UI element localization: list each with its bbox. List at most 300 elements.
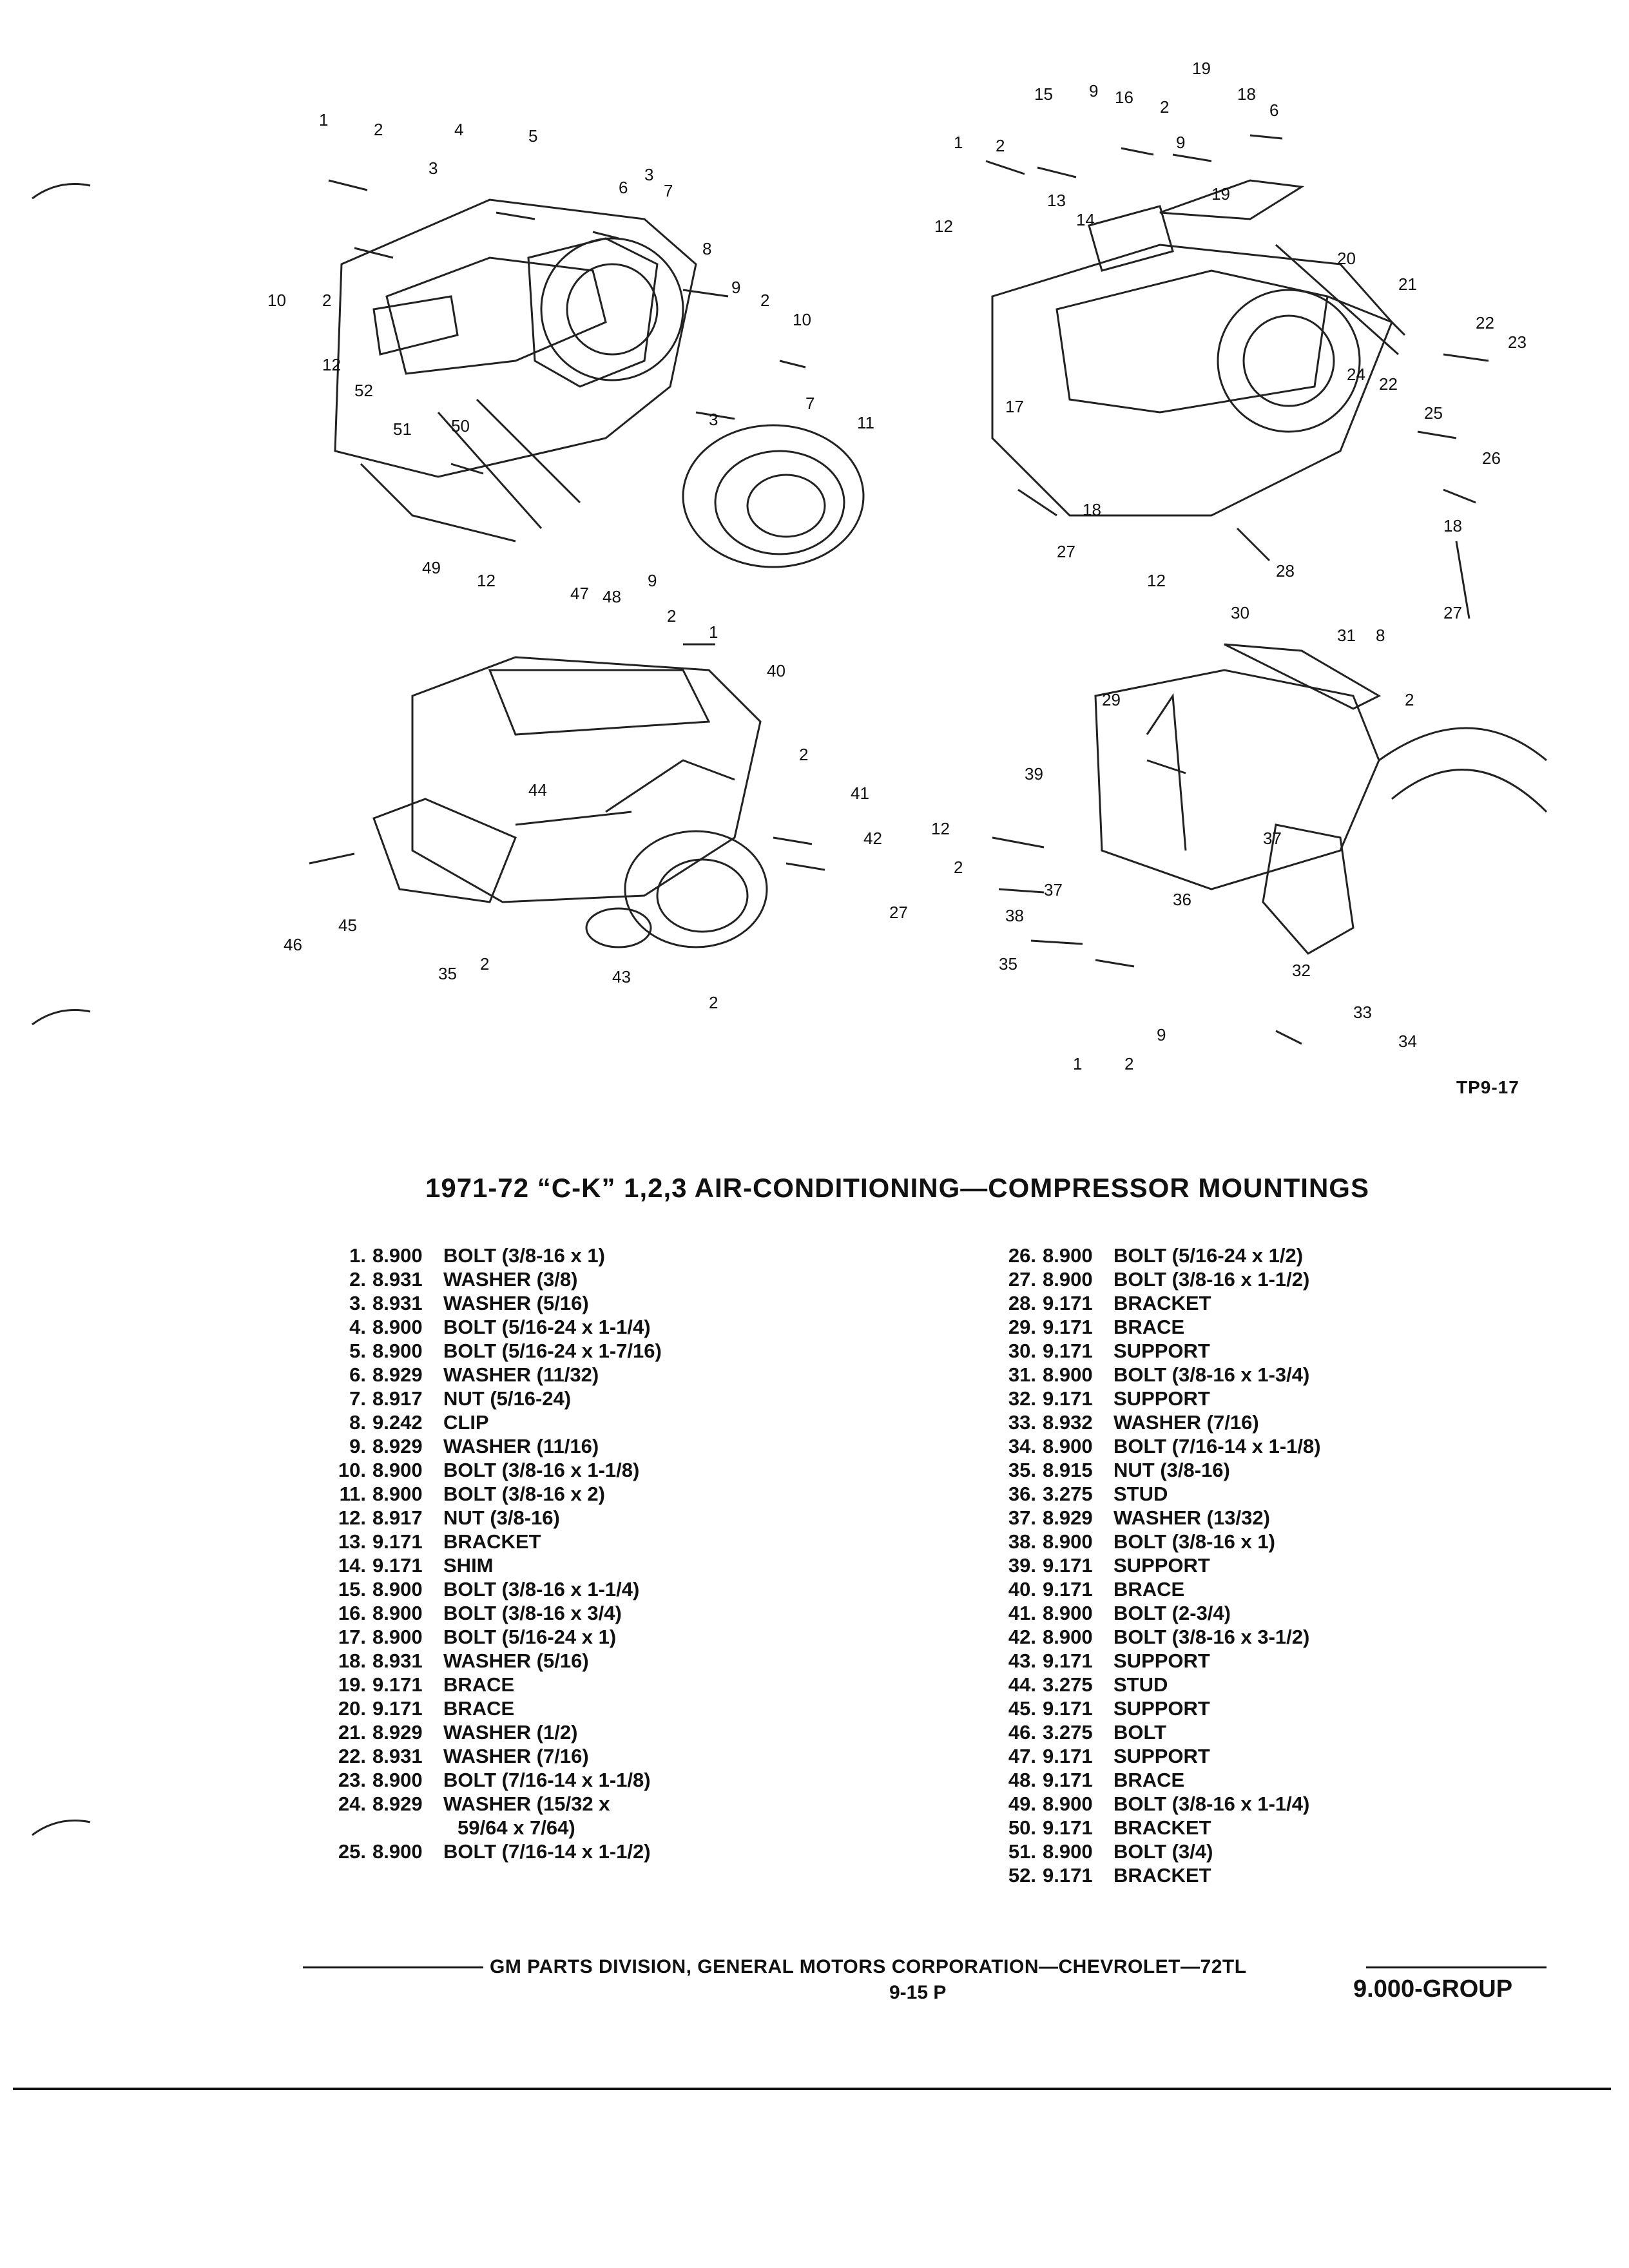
callout-label: 52 [354,381,373,400]
part-number: 4. [349,1316,366,1338]
footer-rule [1366,1966,1547,1968]
margin-mark [26,173,97,211]
part-group-code: 9.171 [372,1554,423,1577]
bottom-rule [13,2088,1611,2090]
part-number: 34. [1008,1435,1036,1457]
part-group-code: 3.275 [1043,1483,1093,1505]
callout-label: 10 [267,291,286,310]
callout-label: 5 [528,126,538,146]
part-description: WASHER (7/16) [1113,1411,1259,1434]
part-group-code: 8.900 [372,1578,423,1600]
part-number: 27. [1008,1268,1036,1291]
part-number: 11. [339,1483,366,1505]
part-number: 10. [338,1459,366,1481]
callout-label: 36 [1173,890,1191,909]
part-row [986,1315,1352,1339]
part-number: 8. [349,1411,366,1434]
callout-label: 29 [1102,690,1121,709]
part-description: WASHER (11/16) [443,1435,599,1457]
part-description: WASHER (3/8) [443,1268,578,1291]
part-description: WASHER (13/32) [1113,1506,1270,1529]
callout-label: 1 [709,622,718,642]
part-number: 51. [1008,1840,1036,1863]
part-row [316,1339,682,1363]
bottom-right-callouts [889,603,1417,1073]
part-row [316,1458,682,1482]
part-number: 15. [338,1578,366,1600]
part-description: WASHER (11/32) [443,1363,599,1386]
part-description: BRACE [1113,1316,1185,1338]
part-row [986,1720,1352,1744]
top-right-callouts [934,59,1527,645]
callout-label: 16 [1115,88,1133,107]
callout-label: 40 [767,661,786,680]
part-description: BOLT (5/16-24 x 1) [443,1626,617,1648]
part-description: WASHER (1/2) [443,1721,578,1744]
part-row [986,1267,1352,1291]
part-description: BOLT (3/8-16 x 1) [443,1244,605,1267]
callout-label: 23 [1508,332,1527,352]
part-number: 46. [1008,1721,1036,1744]
part-description: SUPPORT [1113,1387,1210,1410]
figure-code: TP9-17 [1456,1077,1519,1097]
part-group-code: 8.900 [372,1244,423,1267]
part-group-code: 9.171 [1043,1649,1093,1672]
part-number: 20. [338,1697,366,1720]
part-row [986,1673,1352,1696]
part-row [316,1649,682,1673]
part-group-code: 3.275 [1043,1673,1093,1696]
callout-label: 4 [454,120,464,139]
part-number: 52. [1008,1864,1036,1887]
callout-label: 3 [429,159,438,178]
callout-label: 21 [1398,274,1417,294]
part-description: BOLT (5/16-24 x 1-7/16) [443,1340,662,1362]
compressor-mounting-illustration [245,52,1559,1095]
part-description: BOLT (2-3/4) [1113,1602,1231,1624]
callout-label: 12 [934,216,953,236]
part-group-code: 3.275 [1043,1721,1093,1744]
part-row [986,1387,1352,1410]
callout-label: 2 [1405,690,1414,709]
part-description: BRACE [443,1673,515,1696]
part-description: BOLT [1113,1721,1167,1744]
part-row [986,1458,1352,1482]
part-description: BRACE [1113,1578,1185,1600]
callout-label: 38 [1005,906,1024,925]
callout-label: 12 [322,355,341,374]
callout-label: 24 [1347,365,1365,384]
callout-label: 18 [1083,500,1101,519]
part-number: 21. [338,1721,366,1744]
part-description: BOLT (7/16-14 x 1-1/2) [443,1840,651,1863]
margin-mark [26,1809,97,1848]
part-description: CLIP [443,1411,489,1434]
part-description: BOLT (3/8-16 x 2) [443,1483,605,1505]
part-description: BOLT (5/16-24 x 1/2) [1113,1244,1304,1267]
callout-label: 31 [1337,626,1356,645]
callout-label: 6 [619,178,628,197]
part-description: WASHER (7/16) [443,1745,589,1767]
part-group-code: 8.900 [1043,1792,1093,1815]
part-number: 44. [1008,1673,1036,1696]
callout-label: 17 [1005,397,1024,416]
top-left-view [329,180,863,567]
part-number: 1. [349,1244,366,1267]
part-row [316,1768,682,1792]
part-row [986,1863,1352,1887]
part-group-code: 8.931 [372,1745,423,1767]
part-description: STUD [1113,1673,1168,1696]
callout-label: 37 [1044,880,1063,899]
bottom-left-view [309,644,825,947]
callout-label: 27 [889,903,908,922]
part-description-continuation: 59/64 x 7/64) [458,1816,575,1839]
callout-label: 46 [284,935,302,954]
callout-label: 2 [1160,97,1170,117]
part-group-code: 9.171 [1043,1340,1093,1362]
part-number: 22. [338,1745,366,1767]
part-number: 24. [338,1792,366,1815]
callout-label: 9 [1157,1025,1166,1044]
callout-label: 9 [731,278,741,297]
part-group-code: 8.929 [372,1363,423,1386]
bottom-left-callouts [284,571,882,1012]
callout-label: 42 [863,829,882,848]
part-row [986,1530,1352,1553]
part-description: NUT (3/8-16) [1113,1459,1230,1481]
callout-label: 48 [602,587,621,606]
part-row [316,1315,682,1339]
part-group-code: 9.171 [1043,1554,1093,1577]
footer-publisher: GM PARTS DIVISION, GENERAL MOTORS CORPORATION—CHEVROLET—72TL [490,1956,1247,1977]
part-description: SUPPORT [1113,1340,1210,1362]
part-group-code: 9.171 [372,1673,423,1696]
callout-label: 45 [338,916,357,935]
part-row [316,1601,682,1625]
callout-label: 49 [422,558,441,577]
part-row [986,1601,1352,1625]
part-group-code: 8.917 [372,1387,423,1410]
part-description: NUT (5/16-24) [443,1387,572,1410]
callout-label: 43 [612,967,631,986]
callout-label: 7 [664,181,673,200]
part-number: 14. [338,1554,366,1577]
part-row [986,1363,1352,1387]
part-group-code: 8.900 [372,1769,423,1791]
parts-list-right [986,1244,1352,1887]
part-row [986,1625,1352,1649]
part-row [316,1553,682,1577]
part-group-code: 9.171 [1043,1578,1093,1600]
part-row [316,1744,682,1768]
parts-list-left [316,1244,682,1863]
part-number: 12. [338,1506,366,1529]
callout-label: 19 [1192,59,1211,78]
part-group-code: 8.900 [372,1340,423,1362]
callout-label: 50 [451,416,470,436]
callout-label: 51 [393,419,412,439]
callout-label: 41 [851,783,869,803]
callout-label: 30 [1231,603,1249,622]
part-row [986,1339,1352,1363]
callout-label: 12 [931,819,950,838]
part-row [986,1768,1352,1792]
part-row [316,1482,682,1506]
part-number: 40. [1008,1578,1036,1600]
callout-label: 9 [1176,133,1186,152]
part-row [316,1387,682,1410]
callout-label: 20 [1337,249,1356,268]
callout-label: 32 [1292,961,1311,980]
part-group-code: 8.900 [1043,1244,1093,1267]
part-description: SUPPORT [1113,1745,1210,1767]
part-number: 36. [1008,1483,1036,1505]
part-group-code: 9.171 [1043,1697,1093,1720]
callout-label: 2 [480,954,490,974]
part-description: BOLT (3/8-16 x 3-1/2) [1113,1626,1310,1648]
footer-rule [303,1966,483,1968]
callout-label: 44 [528,780,547,800]
callout-label: 1 [319,110,329,130]
part-group-code: 8.900 [372,1459,423,1481]
callout-label: 12 [1147,571,1166,590]
part-number: 47. [1008,1745,1036,1767]
callout-label: 8 [1376,626,1385,645]
part-group-code: 8.929 [372,1435,423,1457]
callout-label: 27 [1057,542,1075,561]
part-row [316,1625,682,1649]
part-description: BRACKET [1113,1816,1211,1839]
part-description: STUD [1113,1483,1168,1505]
callout-label: 2 [760,291,770,310]
callout-label: 2 [667,606,677,626]
callout-label: 2 [322,291,332,310]
part-row [316,1530,682,1553]
part-row [316,1363,682,1387]
part-number: 32. [1008,1387,1036,1410]
callout-label: 2 [709,993,718,1012]
part-group-code: 8.915 [1043,1459,1093,1481]
part-group-code: 9.171 [1043,1387,1093,1410]
callout-label: 2 [374,120,383,139]
part-number: 23. [338,1769,366,1791]
callout-label: 14 [1076,210,1095,229]
part-group-code: 9.171 [1043,1745,1093,1767]
page-number: 9-15 P [889,1982,947,2003]
part-description: BRACE [443,1697,515,1720]
part-number: 29. [1008,1316,1036,1338]
part-group-code: 9.171 [1043,1769,1093,1791]
part-description: WASHER (5/16) [443,1292,589,1314]
part-group-code: 8.900 [372,1602,423,1624]
part-row [986,1553,1352,1577]
callout-label: 2 [954,858,963,877]
callout-label: 2 [1124,1054,1134,1073]
part-row [316,1291,682,1315]
part-group-code: 8.900 [372,1840,423,1863]
callout-label: 3 [709,410,718,429]
part-row [986,1506,1352,1530]
part-description: BOLT (3/8-16 x 1-1/8) [443,1459,640,1481]
part-number: 37. [1008,1506,1036,1529]
callout-label: 35 [438,964,457,983]
callout-label: 39 [1025,764,1043,783]
top-left-callouts [267,110,874,590]
part-number: 41. [1008,1602,1036,1624]
part-description: BOLT (3/8-16 x 1-1/4) [443,1578,640,1600]
part-row [986,1577,1352,1601]
part-group-code: 8.929 [1043,1506,1093,1529]
part-row [986,1792,1352,1816]
part-row [986,1696,1352,1720]
callout-label: 25 [1424,403,1443,423]
part-description: BOLT (7/16-14 x 1-1/8) [1113,1435,1321,1457]
callout-label: 27 [1443,603,1462,622]
part-number: 16. [338,1602,366,1624]
part-group-code: 8.931 [372,1268,423,1291]
part-number: 3. [349,1292,366,1314]
part-group-code: 9.171 [1043,1864,1093,1887]
part-description: BOLT (3/8-16 x 3/4) [443,1602,622,1624]
part-row [316,1792,682,1816]
part-number: 38. [1008,1530,1036,1553]
part-number: 31. [1008,1363,1036,1386]
callout-label: 9 [1089,81,1099,101]
part-row [986,1410,1352,1434]
part-row [986,1482,1352,1506]
part-row [986,1744,1352,1768]
part-group-code: 8.932 [1043,1411,1093,1434]
part-row [316,1506,682,1530]
part-group-code: 8.900 [1043,1363,1093,1386]
part-number: 30. [1008,1340,1036,1362]
callout-label: 15 [1034,84,1053,104]
part-description: BOLT (3/4) [1113,1840,1213,1863]
part-number: 49. [1008,1792,1036,1815]
callout-label: 26 [1482,448,1501,468]
part-number: 26. [1008,1244,1036,1267]
callout-label: 35 [999,954,1017,974]
callout-label: 18 [1237,84,1256,104]
part-group-code: 8.929 [372,1792,423,1815]
part-number: 19. [338,1673,366,1696]
callout-label: 33 [1353,1003,1372,1022]
part-row [316,1410,682,1434]
part-group-code: 8.900 [1043,1435,1093,1457]
part-row [316,1434,682,1458]
part-number: 2. [349,1268,366,1291]
part-group-code: 8.900 [1043,1530,1093,1553]
callout-label: 12 [477,571,496,590]
part-row [316,1244,682,1267]
part-group-code: 8.931 [372,1292,423,1314]
callout-label: 13 [1047,191,1066,210]
callout-label: 22 [1379,374,1398,394]
part-row [316,1673,682,1696]
callout-label: 28 [1276,561,1295,581]
part-number: 50. [1008,1816,1036,1839]
part-number: 48. [1008,1769,1036,1791]
part-description: BRACKET [1113,1292,1211,1314]
part-row [986,1244,1352,1267]
part-row [316,1720,682,1744]
callout-label: 7 [805,394,815,413]
part-group-code: 9.242 [372,1411,423,1434]
callout-label: 2 [799,745,809,764]
part-group-code: 8.917 [372,1506,423,1529]
part-number: 7. [349,1387,366,1410]
part-row [986,1291,1352,1315]
page-title: 1971-72 “C-K” 1,2,3 AIR-CONDITIONING—COMPRESSOR MOUNTINGS [425,1173,1369,1203]
part-group-code: 9.171 [1043,1316,1093,1338]
part-row [316,1577,682,1601]
part-number: 45. [1008,1697,1036,1720]
part-description: BRACKET [1113,1864,1211,1887]
group-label: 9.000-GROUP [1353,1975,1513,2003]
part-number: 25. [338,1840,366,1863]
part-group-code: 8.900 [1043,1268,1093,1291]
part-description: WASHER (5/16) [443,1649,589,1672]
callout-label: 34 [1398,1032,1417,1051]
callout-label: 2 [996,136,1005,155]
margin-mark [26,999,97,1037]
part-number: 28. [1008,1292,1036,1314]
callout-label: 3 [644,165,654,184]
callout-label: 1 [954,133,963,152]
part-group-code: 8.900 [1043,1626,1093,1648]
part-description: NUT (3/8-16) [443,1506,560,1529]
part-group-code: 9.171 [1043,1292,1093,1314]
part-row [986,1840,1352,1863]
part-description: BOLT (3/8-16 x 1) [1113,1530,1275,1553]
callout-label: 8 [702,239,712,258]
part-group-code: 8.929 [372,1721,423,1744]
part-number: 5. [349,1340,366,1362]
part-row [986,1434,1352,1458]
part-group-code: 8.900 [1043,1840,1093,1863]
part-number: 33. [1008,1411,1036,1434]
callout-label: 10 [793,310,811,329]
part-description: BOLT (3/8-16 x 1-1/4) [1113,1792,1310,1815]
part-description: BOLT (7/16-14 x 1-1/8) [443,1769,651,1791]
part-number: 39. [1008,1554,1036,1577]
part-row [986,1649,1352,1673]
part-number: 35. [1008,1459,1036,1481]
part-row [316,1267,682,1291]
part-description: BRACE [1113,1769,1185,1791]
part-description: WASHER (15/32 x [443,1792,610,1815]
part-group-code: 9.171 [1043,1816,1093,1839]
part-description: SUPPORT [1113,1697,1210,1720]
part-number: 6. [349,1363,366,1386]
callout-label: 22 [1476,313,1494,332]
part-group-code: 8.931 [372,1649,423,1672]
part-number: 13. [338,1530,366,1553]
part-row [316,1840,682,1863]
part-number: 18. [338,1649,366,1672]
callout-label: 37 [1263,829,1282,848]
part-description: SUPPORT [1113,1649,1210,1672]
part-description: BOLT (3/8-16 x 1-3/4) [1113,1363,1310,1386]
part-number: 42. [1008,1626,1036,1648]
part-group-code: 8.900 [372,1483,423,1505]
part-number: 9. [349,1435,366,1457]
part-group-code: 8.900 [372,1626,423,1648]
part-group-code: 9.171 [372,1530,423,1553]
part-number: 17. [338,1626,366,1648]
part-description: BRACKET [443,1530,541,1553]
